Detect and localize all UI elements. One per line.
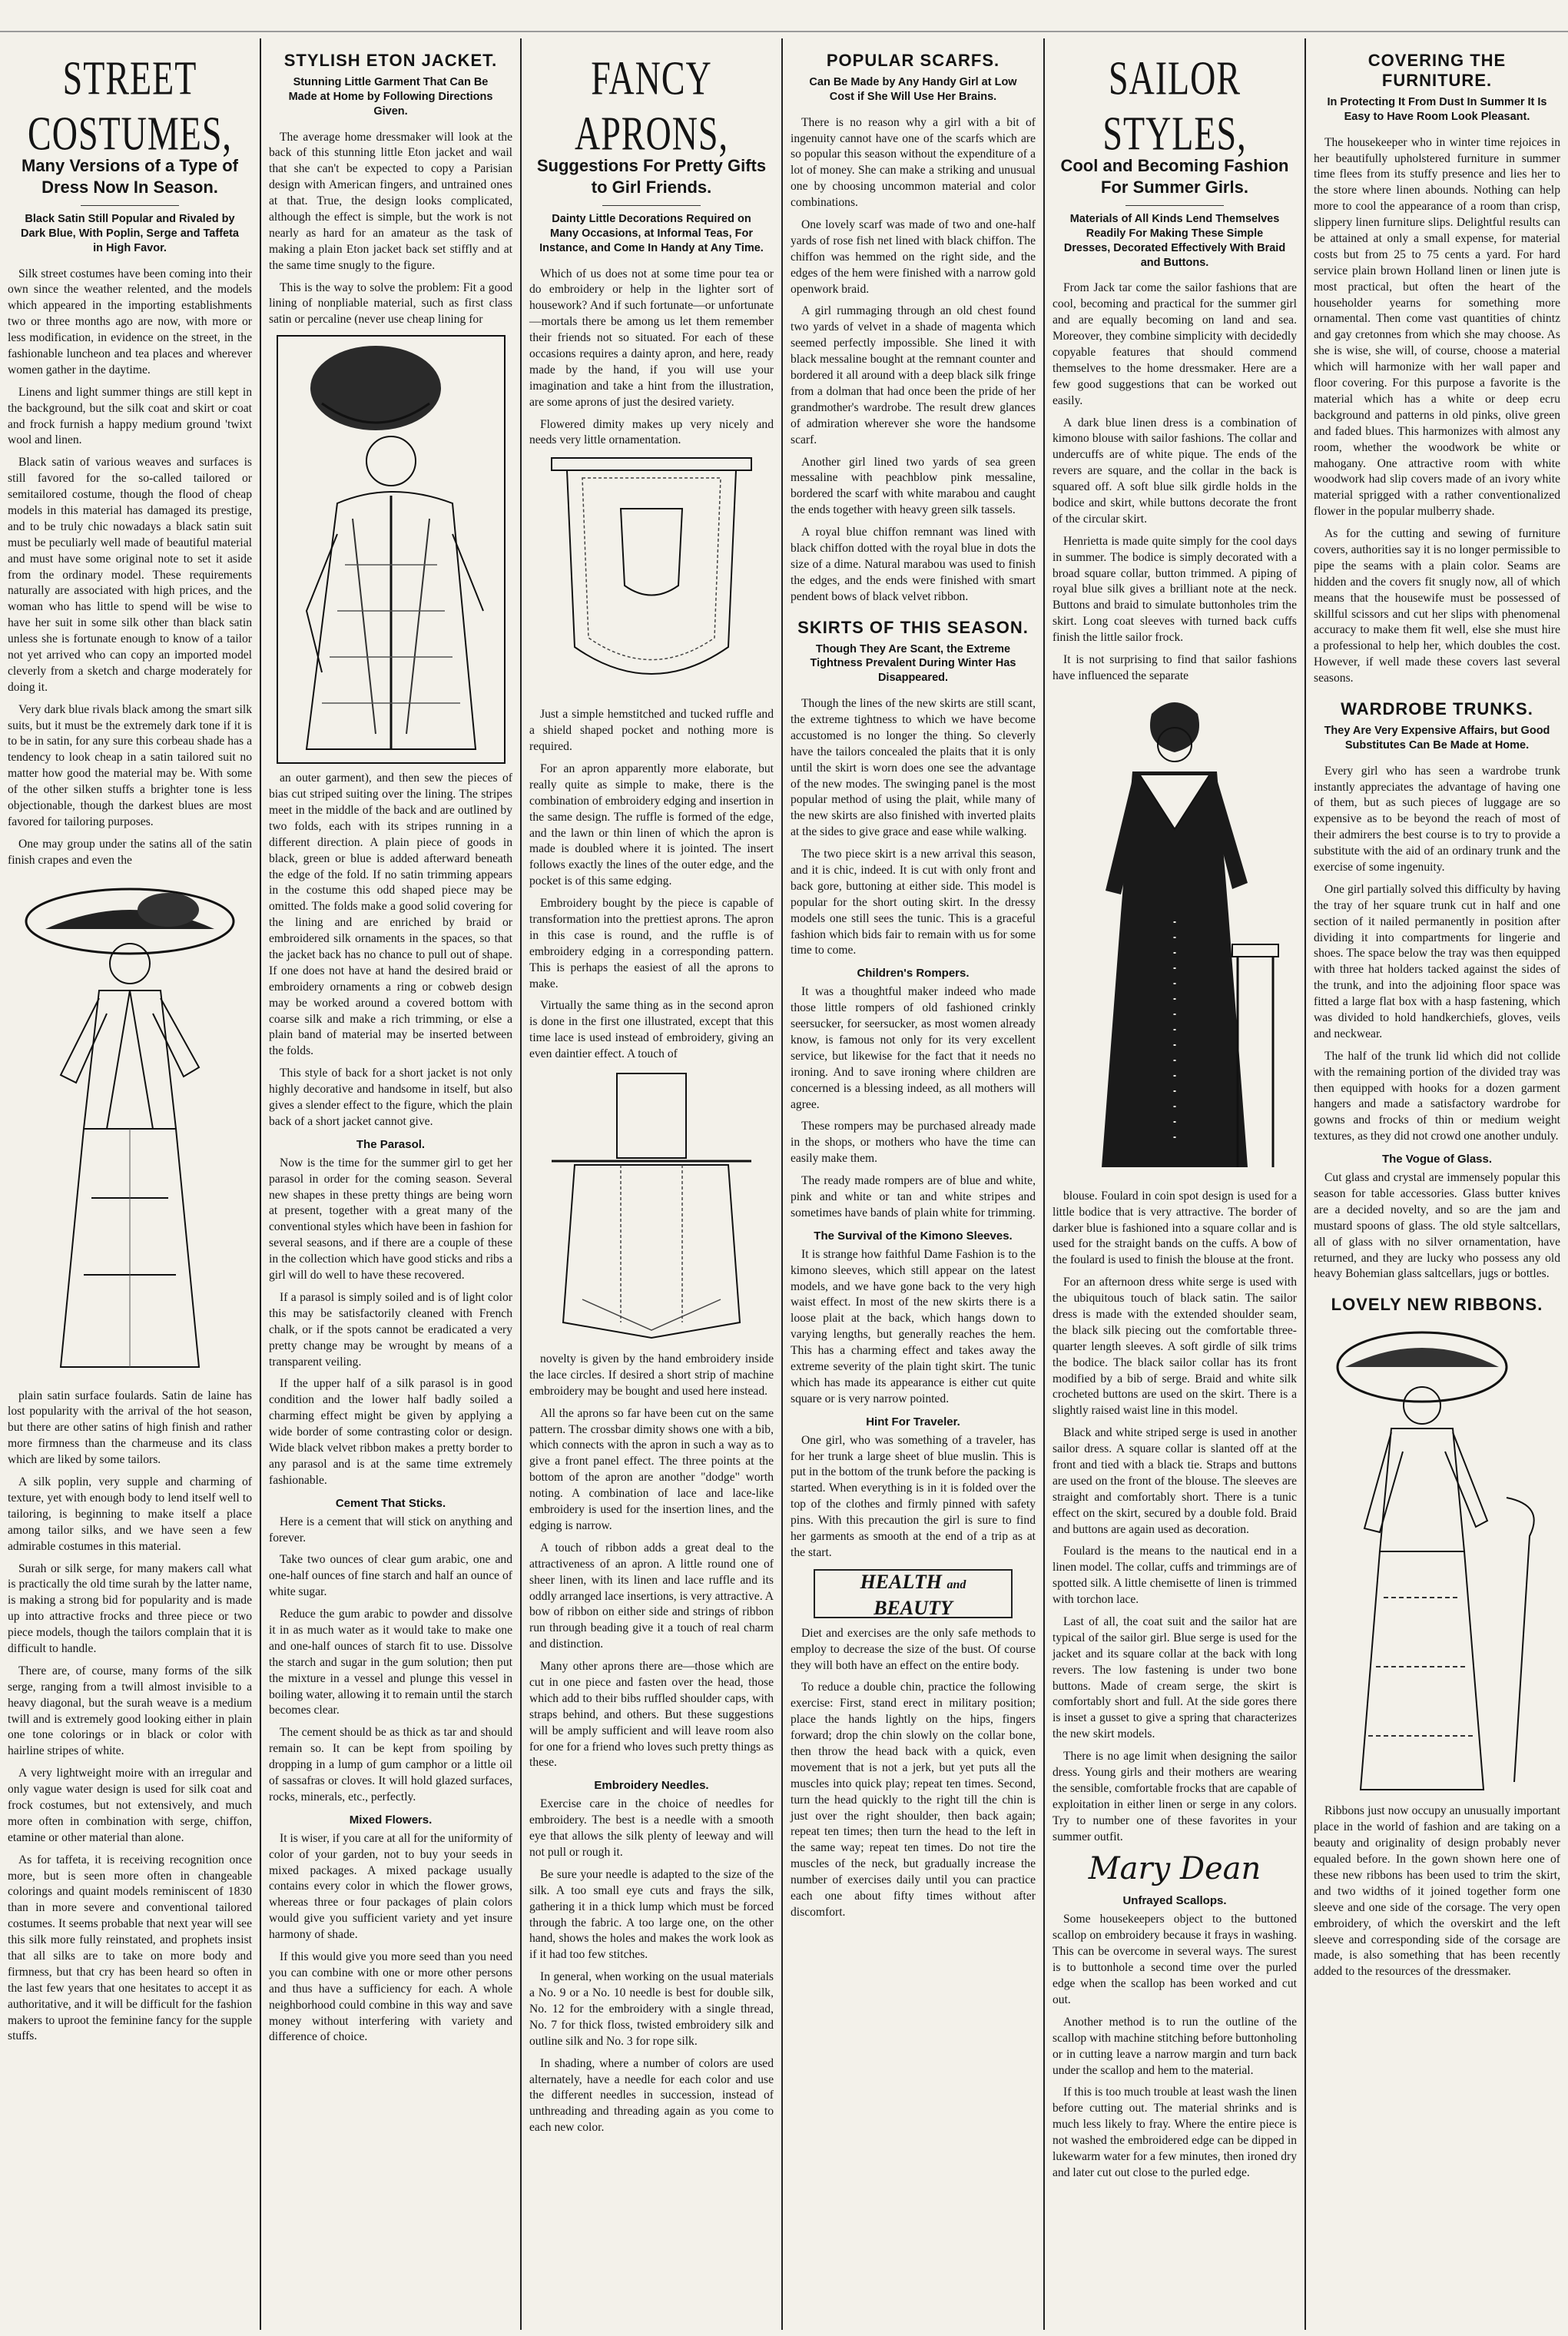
paragraph: Every girl who has seen a wardrobe trunk instantly appreciates the advantage of having one of them, but as such pieces of luggage are so expensive as to be beyond the reach of most of their admirers the best course is to try to provide a substitute with the aid of an ordinary trunk and the exercise of some ingenuity. [1314, 764, 1560, 874]
health-and-beauty-banner [814, 1569, 1013, 1618]
subdeck: Though They Are Scant, the Extreme Tightness Prevalent During Winter Has Disappeared. [810, 642, 1016, 685]
paragraph: Here is a cement that will stick on anything and forever. [269, 1515, 512, 1545]
subdeck: Can Be Made by Any Handy Girl at Low Cost if She Will Use Her Brains. [809, 76, 1017, 103]
divider [81, 205, 178, 206]
headline: STREET COSTUMES, [28, 51, 232, 160]
paragraph: For an afternoon dress white serge is used with the ubiquitous touch of black satin. The sailor dress is made with the extended shoulder seam, the black silk piecing out the comfortable three-quarter length sleeves. A soft girdle of silk trims the bodice. The black sailor collar has its front modified by a bib of serge. Braid and white silk crocheted buttons are used on the skirt. There is a slightly raised waist line in this model. [1053, 1276, 1297, 1418]
page-top-edge [0, 0, 1568, 32]
deck: Cool and Becoming Fashion For Summer Girls. [1060, 156, 1289, 197]
column-eton-jacket [261, 38, 520, 2330]
paragraph: The housekeeper who in winter time rejoices in her beautifully upholstered furniture in summer time flees from its stuffy presence and lies her to the store where linen abounds. Nothing can help more to cool the appearance of a room than crisp, slippery linen furniture slips. Delightful results can be attained at only a small expense, for material costs but from 25 to 75 cents a yard. For hard service plain brown Holland linen or linen jute is most practical, but often the heart of the householder yearns for something more ornamental. Then come vast quantities of chintz and gay cretonnes from which she may choose. As she is wise, she will, of course, choose a material which will harmonize with her wall paper and floor covering. For this purpose a favorite is the material which has a white or deep ecru background and patterns in old pinks, olive green and faded blues. This harmonizes with almost any room, whether the woodwork be white or mahogany. One attractive room with white woodwork had slip covers made of an ivory white material sprigged with a rather conventionalized flower in the popular mulberry shade. [1314, 135, 1560, 519]
banner-word: and [946, 1578, 966, 1591]
paragraph: A touch of ribbon adds a great deal to the attractiveness of an apron. A little round one of sheer linen, with its linen and lace ruffle and its oddly arranged lace insertions, is very attractive. A bow of ribbon on either side and strings of ribbon run through beading give it a touch of real charm and distinction. [529, 1541, 774, 1651]
eton-jacket-back-illustration [276, 334, 506, 765]
paragraph: Be sure your needle is adapted to the size of the silk. A too small eye cuts and frays the silk, gathering it in a thick lump which must be forced through the fabric. A too large one, on the other hand, shows the holes and makes the work look as if it had too few stitches. [529, 1867, 774, 1962]
headline: WARDROBE TRUNKS. [1341, 698, 1533, 718]
subheading: Unfrayed Scallops. [1122, 1894, 1227, 1908]
paragraph: Cut glass and crystal are immensely popular this season for table accessories. Glass butter knives are a decided novelty, and so are the jam and mustard spoons of glass. The old style saltcellars, all of glass with no silver ornamentation, have returned, and they are lucky who possess any old heavy Bohemian glass saltcellars, jugs or bottles. [1314, 1171, 1560, 1281]
paragraph: As for taffeta, it is receiving recognition once more, but is seen more often in changeable colorings and quaint models reminiscent of 1830 than in more severe and conventional tailored costumes. It seems probable that next year will see this silk more fully reinstated, and prophets insist that all silks are to take on more body and firmness, but that cry has been heard so often in the last few years that one hesitates to accept it as authoritative, and it will be difficult for the fashion makers to uproot the feminine fancy for the supple stuffs. [8, 1853, 252, 2043]
paragraph: This style of back for a short jacket is not only highly decorative and handsome in itself, but also gives a slender effect to the figure, which the plain back of a short jacket cannot give. [269, 1067, 512, 1128]
paragraph: Exercise care in the choice of needles for embroidery. The best is a needle with a smooth eye that allows the silk plenty of leeway and will not pull or rough it. [529, 1797, 774, 1859]
deck: Suggestions For Pretty Gifts to Girl Friends. [536, 156, 767, 197]
column-street-costumes [0, 38, 260, 2330]
paragraph: This is the way to solve the problem: Fit a good lining of nonpliable material, such as first class satin or percaline (never use cheap lining for [269, 280, 512, 327]
paragraph: There is no age limit when designing the sailor dress. Young girls and their mothers are wearing the sensible, comfortable frocks that are capable of exploitation in either linen or serge in any colors. Try to number one of these favorites in your summer outfit. [1053, 1750, 1297, 1843]
paragraph: There are, of course, many forms of the silk serge, ranging from a twill almost invisible to a heavy diagonal, but the surah weave is a medium twill and is extremely good looking either in plain one tone colorings or in black or color with hairline stripes of white. [8, 1664, 252, 1758]
divider [602, 205, 700, 206]
woman-in-ribbon-gown-illustration [1322, 1321, 1553, 1797]
subheading: Hint For Traveler. [866, 1415, 960, 1428]
paragraph: Black and white striped serge is used in another sailor dress. A square collar is slanted off at the front and tied with a black tie. Straps and buttons are used on the front of the blouse. The sleeves are straight and comfortably short. There is a tunic effect on the skirt, secured by a double fold. Braid and buttons are again used as decoration. [1053, 1426, 1297, 1536]
paragraph: Now is the time for the summer girl to get her parasol in order for the coming season. Several new shapes in these pretty things are being worn at present, together with a great many of the conventional styles which have been in fashion for several seasons, and if there are a couple of these in the collection which have good sticks and ribs a girl will do well to have these recovered. [269, 1156, 512, 1282]
headline: LOVELY NEW RIBBONS. [1331, 1295, 1543, 1315]
paragraph: It is strange how faithful Dame Fashion is to the kimono sleeves, which still appear on the latest models, and we have gone back to the very high waist effect. In most of the new skirts there is a loose plait at the back, which hangs down to varying lengths, but generally reaches the hem. This has a charming effect and takes away the extreme severity of the plain tight skirt. The tunic which has made its appearance is either cut quite square or is very narrow pointed. [791, 1247, 1036, 1405]
paragraph: Black satin of various weaves and surfaces is still favored for the so-called tailored or semitailored costume, though the flood of cheap models in this material has damaged its prestige, and to be truly chic nowadays a black satin suit must be peculiarly well made of beautiful material and must have some original note to set it aside from the ordinary model. These requirements naturally are associated with high prices, and the woman who has little to spend will be wise to have her suit in some silk other than black satin unless she is fortunate enough to know of a tailor not yet arrived who can copy an imported model cleverly from a sketch and charge moderately for doing it. [8, 456, 252, 694]
paragraph: plain satin surface foulards. Satin de laine has lost popularity with the arrival of the hot season, but there are other satins of high finish and rather more firmness than the charmeuse and its class which are liked by some tailors. [8, 1389, 252, 1467]
banner-word: HEALTH [860, 1570, 943, 1593]
paragraph: To reduce a double chin, practice the following exercise: First, stand erect in military position; place the hands lightly on the hips, fingers forward; drop the chin slowly on the collar bone, then throw the head back with a quick, even movement that is not a jerk, but yet puts all the muscles into quick play; repeat ten times. Second, turn the head quickly to the right till the chin is just over the right shoulder, then back again; repeat ten times; then turn the head to the left in the same way; repeat ten times. Do not tire the muscles of the neck, but gradually increase the number of exercises daily until you can practice each one about fifty times without after discomfort. [791, 1681, 1036, 1919]
subheading: Children's Rompers. [857, 967, 970, 981]
subheading: The Parasol. [356, 1137, 426, 1151]
paragraph: If a parasol is simply soiled and is of light color this may be satisfactorily cleaned with French chalk, or if the spots cannot be eradicated a very pretty change may be wrought by means of a transparent veiling. [269, 1290, 512, 1369]
paragraph: As for the cutting and sewing of furniture covers, authorities say it is no longer permissible to pipe the seams with a plain color. Seams are hidden and the covers fit snugly now, all of which means that the housewife must be possessed of skillful scissors and cut her slips with phenomenal accuracy to make them fit well, else she must hire a professional to help her, which doubles the cost. However, if well made these covers last several seasons. [1314, 527, 1560, 685]
column-sailor-styles [1045, 38, 1304, 2330]
paragraph: Another method is to run the outline of the scallop with machine stitching before buttonholing or in cutting leave a narrow margin and turn back under the scallop and hem to the material. [1053, 2015, 1297, 2077]
subdeck: Dainty Little Decorations Required on Many Occasions, at Informal Teas, For Instance, and Come In Handy at Any Time. [539, 213, 764, 254]
woman-in-street-costume-illustration [15, 875, 245, 1382]
paragraph: Though the lines of the new skirts are still scant, the extreme tightness to which we have become accustomed is no longer the thing. So cleverly have the tailors concealed the plaits that it is only until the skirt is worn does one see the advantage of the new modes. The swinging panel is the most popular method of using the plait, while many of the new skirts are also finished with inverted plaits at the sides to give grace and ease while walking. [791, 697, 1036, 839]
paragraph: In shading, where a number of colors are used alternately, have a needle for each color and use the different needles in succession, instead of unthreading and threading again as you come to each new color. [529, 2056, 774, 2135]
paragraph: Flowered dimity makes up very nicely and needs very little ornamentation. [529, 417, 774, 447]
paragraph: A girl rummaging through an old chest found two yards of velvet in a shade of magenta which seemed perfectly impossible. She lined it with black messaline bought at the remnant counter and bordered it all around with a deep black silk fringe from a dolman that had once been the pride of her grandmother's wardrobe. The result drew glances of admiration wherever she wore the handsome scarf. [791, 304, 1036, 446]
paragraph: Virtually the same thing as in the second apron is done in the first one illustrated, except that this time lace is used instead of embroidery, giving an even daintier effect. A touch of [529, 999, 774, 1061]
author-signature: Mary Dean [1088, 1851, 1261, 1887]
paragraph: Some housekeepers object to the buttoned scallop on embroidery because it frays in washing. This can be overcome in several ways. The surest is to buttonhole a second time over the purled edge when the scallop has been worked and cut out. [1053, 1913, 1297, 2006]
paragraph: Diet and exercises are the only safe methods to employ to decrease the size of the bust. Of course they will both have an effect on the entire body. [791, 1626, 1036, 1672]
paragraph: All the aprons so far have been cut on the same pattern. The crossbar dimity shows one with a bib, which connects with the apron in such a way as to give a front panel effect. The three points at the bottom of the apron are another "dodge" worth noting. A combination of lace and lace-like embroidery is used for the insertion lines, and the edging is narrow. [529, 1406, 774, 1532]
paragraph: One girl partially solved this difficulty by having the tray of her square trunk cut in half and one section of it nailed permanently in position after dividing it into compartments for lingerie and shoes. The space below the tray was then equipped with three hat holders tacked against the sides of the trunk, and into the adjoining floor space was fitted a large flat box with a hasp fastening, which was divided to hold handkerchiefs, gloves, veils and neckwear. [1314, 882, 1560, 1040]
headline: STYLISH ETON JACKET. [283, 51, 498, 70]
paragraph: One may group under the satins all of the satin finish crapes and even the [8, 837, 252, 867]
paragraph: A silk poplin, very supple and charming of texture, yet with enough body to lend itself well to tailoring, is beginning to make itself a place among tailor silks, and we have seen a few admirable costumes in this material. [8, 1475, 252, 1553]
paragraph: Take two ounces of clear gum arabic, one and one-half ounces of fine starch and half an ounce of white sugar. [269, 1553, 512, 1599]
paragraph: blouse. Foulard in coin spot design is used for a little bodice that is very attractive. The border of darker blue is fashioned into a square collar and is used for the straight bands on the cuffs. A bow of the foulard is used to finish the blouse at the front. [1053, 1189, 1297, 1267]
embroidered-apron-illustration [536, 455, 767, 701]
paragraph: A very lightweight moire with an irregular and only vague water design is used for silk coat and frock costumes, but not extensively, and much more often in combination with serge, chiffon, etamine or other material than alone. [8, 1767, 252, 1844]
headline: SKIRTS OF THIS SEASON. [797, 617, 1029, 637]
paragraph: Just a simple hemstitched and tucked ruffle and a shield shaped pocket and nothing more is required. [529, 708, 774, 754]
headline: POPULAR SCARFS. [826, 51, 1000, 70]
paragraph: If this is too much trouble at least wash the linen before cutting out. The material shrinks and is much less likely to fray. Where the entire piece is not washed the embroidered edge can be dipped in lukewarm water for a few minutes, then ironed dry and later cut out close to the purled edge. [1053, 2085, 1297, 2179]
subheading: The Survival of the Kimono Sleeves. [814, 1229, 1013, 1243]
headline: SAILOR STYLES, [1102, 51, 1247, 160]
divider [1125, 205, 1223, 206]
subheading: Mixed Flowers. [349, 1813, 433, 1827]
paragraph: The two piece skirt is a new arrival this season, and it is chic, indeed. It is cut with only front and back gore, buttoning at either side. This model is popular for the short outing skirt. In the dressy models one still sees the tunic. This is a graceful fashion which bids fair to remain with us for some time to come. [791, 848, 1036, 957]
deck: Many Versions of a Type of Dress Now In Season. [22, 156, 238, 197]
woman-in-sailor-dress-illustration [1059, 691, 1290, 1183]
paragraph: Which of us does not at some time pour tea or do embroidery or help in the lighter sort of housework? And if such fortunate—or unfortunate—mortals there be among us let them remember their friends not so situated. For each of these occasions requires a dainty apron, and here, ready made by the hand, if you will use your imagination and take a hint from the illustration, are some aprons of just the desired variety. [529, 267, 774, 409]
paragraph: The half of the trunk lid which did not collide with the remaining portion of the divided tray was then equipped with hooks for a dozen garment hangers and made a satisfactory wardrobe for gowns and frocks of thin or medium weight textures, as they did not crowd one another unduly. [1314, 1049, 1560, 1143]
paragraph: Surah or silk serge, for many makers call what is practically the old time surah by the latter name, is making a strong bid for popularity and is made up into attractive frocks and three piece or two piece models, though the tailors complain that it is difficult to handle. [8, 1561, 252, 1655]
paragraph: It was a thoughtful maker indeed who made those little rompers of old fashioned crinkly seersucker, for seersucker, as most women already know, is famous not only for its very excellent service, but likewise for the fact that it needs no ironing. And to save ironing where children are concerned is a blessing indeed, as all mothers will agree. [791, 985, 1036, 1111]
subdeck: Stunning Little Garment That Can Be Made at Home by Following Directions Given. [288, 76, 493, 118]
paragraph: an outer garment), and then sew the pieces of bias cut striped suiting over the lining. The stripes meet in the middle of the back and are outlined by two folds, each with its stripes running in a different direction. A plain piece of goods in black, green or blue is added afterward beneath the edge of the fold. If no satin trimming appears in the costume this odd shaped piece may be omitted. The folds make a good solid covering for the lining and are enriched by braid or embroidered silk ornaments in the spaces, so that the jacket back has no chance to pull out of shape. If one does not have at hand the desired braid or embroidery ornaments a ring or cobweb design may be worked around a covered bottom with coarse silk and make a rich trimming, or else a plain band of material may be inserted between the folds. [269, 771, 512, 1058]
paragraph: Henrietta is made quite simply for the cool days in summer. The bodice is simply decorated with a broad square collar, button trimmed. A piping of royal blue silk gives a brilliant note at the neck. Buttons and braid to simulate buttonholes trim the skirt. Long coat sleeves with turned back cuffs finish the little sailor frock. [1053, 534, 1297, 645]
paragraph: These rompers may be purchased already made in the shops, or mothers who have the time can easily make them. [791, 1120, 1036, 1166]
paragraph: Last of all, the coat suit and the sailor hat are typical of the sailor girl. Blue serge is used for the jacket and its square collar at the back with long revers. The low fastening is under two bone buttons. Made of cream serge, the skirt is comfortably short and full. At the side gores there is inset a gusset to give a spring that characterizes the new skirt models. [1053, 1615, 1297, 1741]
paragraph: One girl, who was something of a traveler, has for her trunk a large sheet of blue muslin. This is put in the bottom of the trunk before the packing is started. When everything is in it is folded over the top of the clothes and firmly pinned with safety pins. With this precaution the girl is sure to find her garments as smooth at the end of a trip as at the start. [791, 1433, 1036, 1559]
column-popular-scarfs [783, 38, 1043, 2330]
paragraph: Ribbons just now occupy an unusually important place in the world of fashion and are taking on a beauty and originality of design probably never equaled before. In the gown shown here one of these new ribbons has been used to trim the skirt, and two widths of it joined together form one sleeve and one side of the corsage. The very open embroidery, of which the overskirt and the left sleeve and corresponding side of the corsage are made, is also something that has been recently added to the resources of the dressmaker. [1314, 1804, 1560, 1979]
paragraph: There is no reason why a girl with a bit of ingenuity cannot have one of the scarfs which are so popular this season without the expenditure of a lot of money. She can make a striking and unusual one by choosing uncommon material and color combinations. [791, 115, 1036, 210]
column-fancy-aprons [522, 38, 781, 2330]
paragraph: If this would give you more seed than you need you can combine with one or more other persons and thus have a sufficiency for each. A whole neighborhood could combine in this way and save money without interfering with variety and difference of choice. [269, 1950, 512, 2044]
paragraph: Many other aprons there are—those which are cut in one piece and fasten over the head, those which add to their bibs ruffled shoulder caps, with straps behind, and others. But these suggestions will be amply sufficient and will leave room also for one for a friend who loves such pretty things as these. [529, 1660, 774, 1770]
paragraph: Linens and light summer things are still kept in the background, but the silk coat and skirt or coat and frock furnish a happy medium ground 'twixt wool and linen. [8, 385, 252, 447]
paragraph: A dark blue linen dress is a combination of kimono blouse with sailor fashions. The collar and undercuffs are of white pique. The ends of the revers are square, and the collar in the back is squared off. A soft blue silk girdle holds in the bodice and skirt, while buttons decorate the front of the circular skirt. [1053, 416, 1297, 526]
subdeck: Materials of All Kinds Lend Themselves Readily For Making These Simple Dresses, Decorated Effectively With Braid and Buttons. [1063, 213, 1286, 269]
paragraph: Embroidery bought by the piece is capable of transformation into the prettiest aprons. The apron in this case is round, and the ruffle is of embroidery edging in a corresponding pattern. This is perhaps the easiest of all the aprons to make. [529, 897, 774, 990]
paragraph: Very dark blue rivals black among the smart silk suits, but it must be the extremely dark tone if it is to be in satin, for any sure this corbeau shade has a tendency to look cheap in a satin tailored suit no matter how good the material may be. With some of the other silken stuffs a brighter tone is less objectionable, though the darkest blues are most favored for tailoring purposes. [8, 702, 252, 828]
paragraph: The cement should be as thick as tar and should remain so. It can be kept from spoiling by dropping in a lump of gum camphor or a little oil of sassafras or cloves. It will hold glazed surfaces, rocks, minerals, etc., perfectly. [269, 1726, 512, 1803]
subheading: The Vogue of Glass. [1381, 1153, 1493, 1166]
subdeck: Black Satin Still Popular and Rivaled by Dark Blue, With Poplin, Serge and Taffeta in High Favor. [20, 213, 239, 254]
paragraph: For an apron apparently more elaborate, but really quite as simple to make, there is the combination of embroidery edging and insertion in the same design. The ruffle is formed of the edge, and the lawn or thin linen of which the apron is made is doubled where it is jointed. The insert follows exactly the lines of the outer edge, and the pocket is of this same edging. [529, 762, 774, 888]
subdeck: They Are Very Expensive Affairs, but Good Substitutes Can Be Made at Home. [1324, 724, 1550, 752]
bib-apron-illustration [536, 1069, 767, 1346]
headline: COVERING THE FURNITURE. [1367, 51, 1507, 90]
paragraph: It is not surprising to find that sailor fashions have influenced the separate [1053, 652, 1297, 682]
paragraph: The ready made rompers are of blue and white, pink and white or tan and white stripes and sometimes have bands of plain white for trimming. [791, 1174, 1036, 1219]
paragraph: It is wiser, if you care at all for the uniformity of color of your garden, not to buy your seeds in mixed packages. A mixed package usually contains every color in which the flower grows, whereas three or four packages of plain colors would give you sufficient variety and yet insure harmony of shade. [269, 1831, 512, 1942]
paragraph: The average home dressmaker will look at the back of this stunning little Eton jacket and wail that she can't be expected to copy a Parisian design with American fingers, and untrained ones at that. True, the design looks complicated, although the effect is simple, but the work is not nearly as hard for an amateur as the task of making a plain Eton jacket back set stiffly and at the same time snugly to the figure. [269, 130, 512, 272]
paragraph: From Jack tar come the sailor fashions that are cool, becoming and practical for the summer girl and are equally becoming on land and sea. Moreover, they combine simplicity with decidedly copyable features that should commend themselves to the home dressmaker. Here are a few good suggestions that can be worked out easily. [1053, 281, 1297, 407]
banner-word: BEAUTY [874, 1596, 953, 1619]
subheading: Cement That Sticks. [335, 1496, 446, 1510]
headline: FANCY APRONS, [574, 51, 728, 160]
paragraph: Another girl lined two yards of sea green messaline with peachblow pink messaline, bordered the scarf with white marabou and caught the ends together with heavy green silk tassels. [791, 455, 1036, 517]
paragraph: One lovely scarf was made of two and one-half yards of rose fish net lined with black chiffon. The chiffon was hemmed on the right side, and the edges of the hem were finished with a narrow gold openwork braid. [791, 218, 1036, 296]
paragraph: Reduce the gum arabic to powder and dissolve it in as much water as it would take to make one and one-half ounces of starch fit to use. Dissolve the starch and sugar in the gum solution; then put the mixture in a vessel and plunge this vessel in boiling water, allowing it to remain until the starch becomes clear. [269, 1608, 512, 1717]
column-covering-furniture [1306, 38, 1568, 2330]
paragraph: In general, when working on the usual materials a No. 9 or a No. 10 needle is best for double silk, No. 12 for the embroidery with a single thread, No. 7 for thick floss, twisted embroidery silk and outline silk and No. 3 for rope silk. [529, 1970, 774, 2048]
paragraph: Foulard is the means to the nautical end in a linen model. The collar, cuffs and trimmings are of spotted silk. A little chemisette of linen is trimmed with torchon lace. [1053, 1545, 1297, 1607]
paragraph: If the upper half of a silk parasol is in good condition and the lower half badly soiled a charming effect might be given by applying a wide border of some contrasting color or design. Wide black velvet ribbon makes a pretty border to any parasol and is at the same time extremely fashionable. [269, 1377, 512, 1487]
subdeck: In Protecting It From Dust In Summer It Is Easy to Have Room Look Pleasant. [1327, 96, 1547, 123]
paragraph: Silk street costumes have been coming into their own since the weather relented, and the models which appeared in the importing establishments two or three months ago are now, with more or less modification, in evidence on the street, in the fashionable luncheon and tea places and wherever women gather in the daytime. [8, 267, 252, 377]
paragraph: novelty is given by the hand embroidery inside the lace circles. If desired a short strip of machine embroidery may be bought and used here instead. [529, 1352, 774, 1398]
subheading: Embroidery Needles. [594, 1779, 709, 1793]
paragraph: A royal blue chiffon remnant was lined with black chiffon dotted with the royal blue in dots the size of a dime. Natural marabou was used to finish the edges, and the ends were finished with smart pendent bows of black velvet ribbon. [791, 526, 1036, 603]
